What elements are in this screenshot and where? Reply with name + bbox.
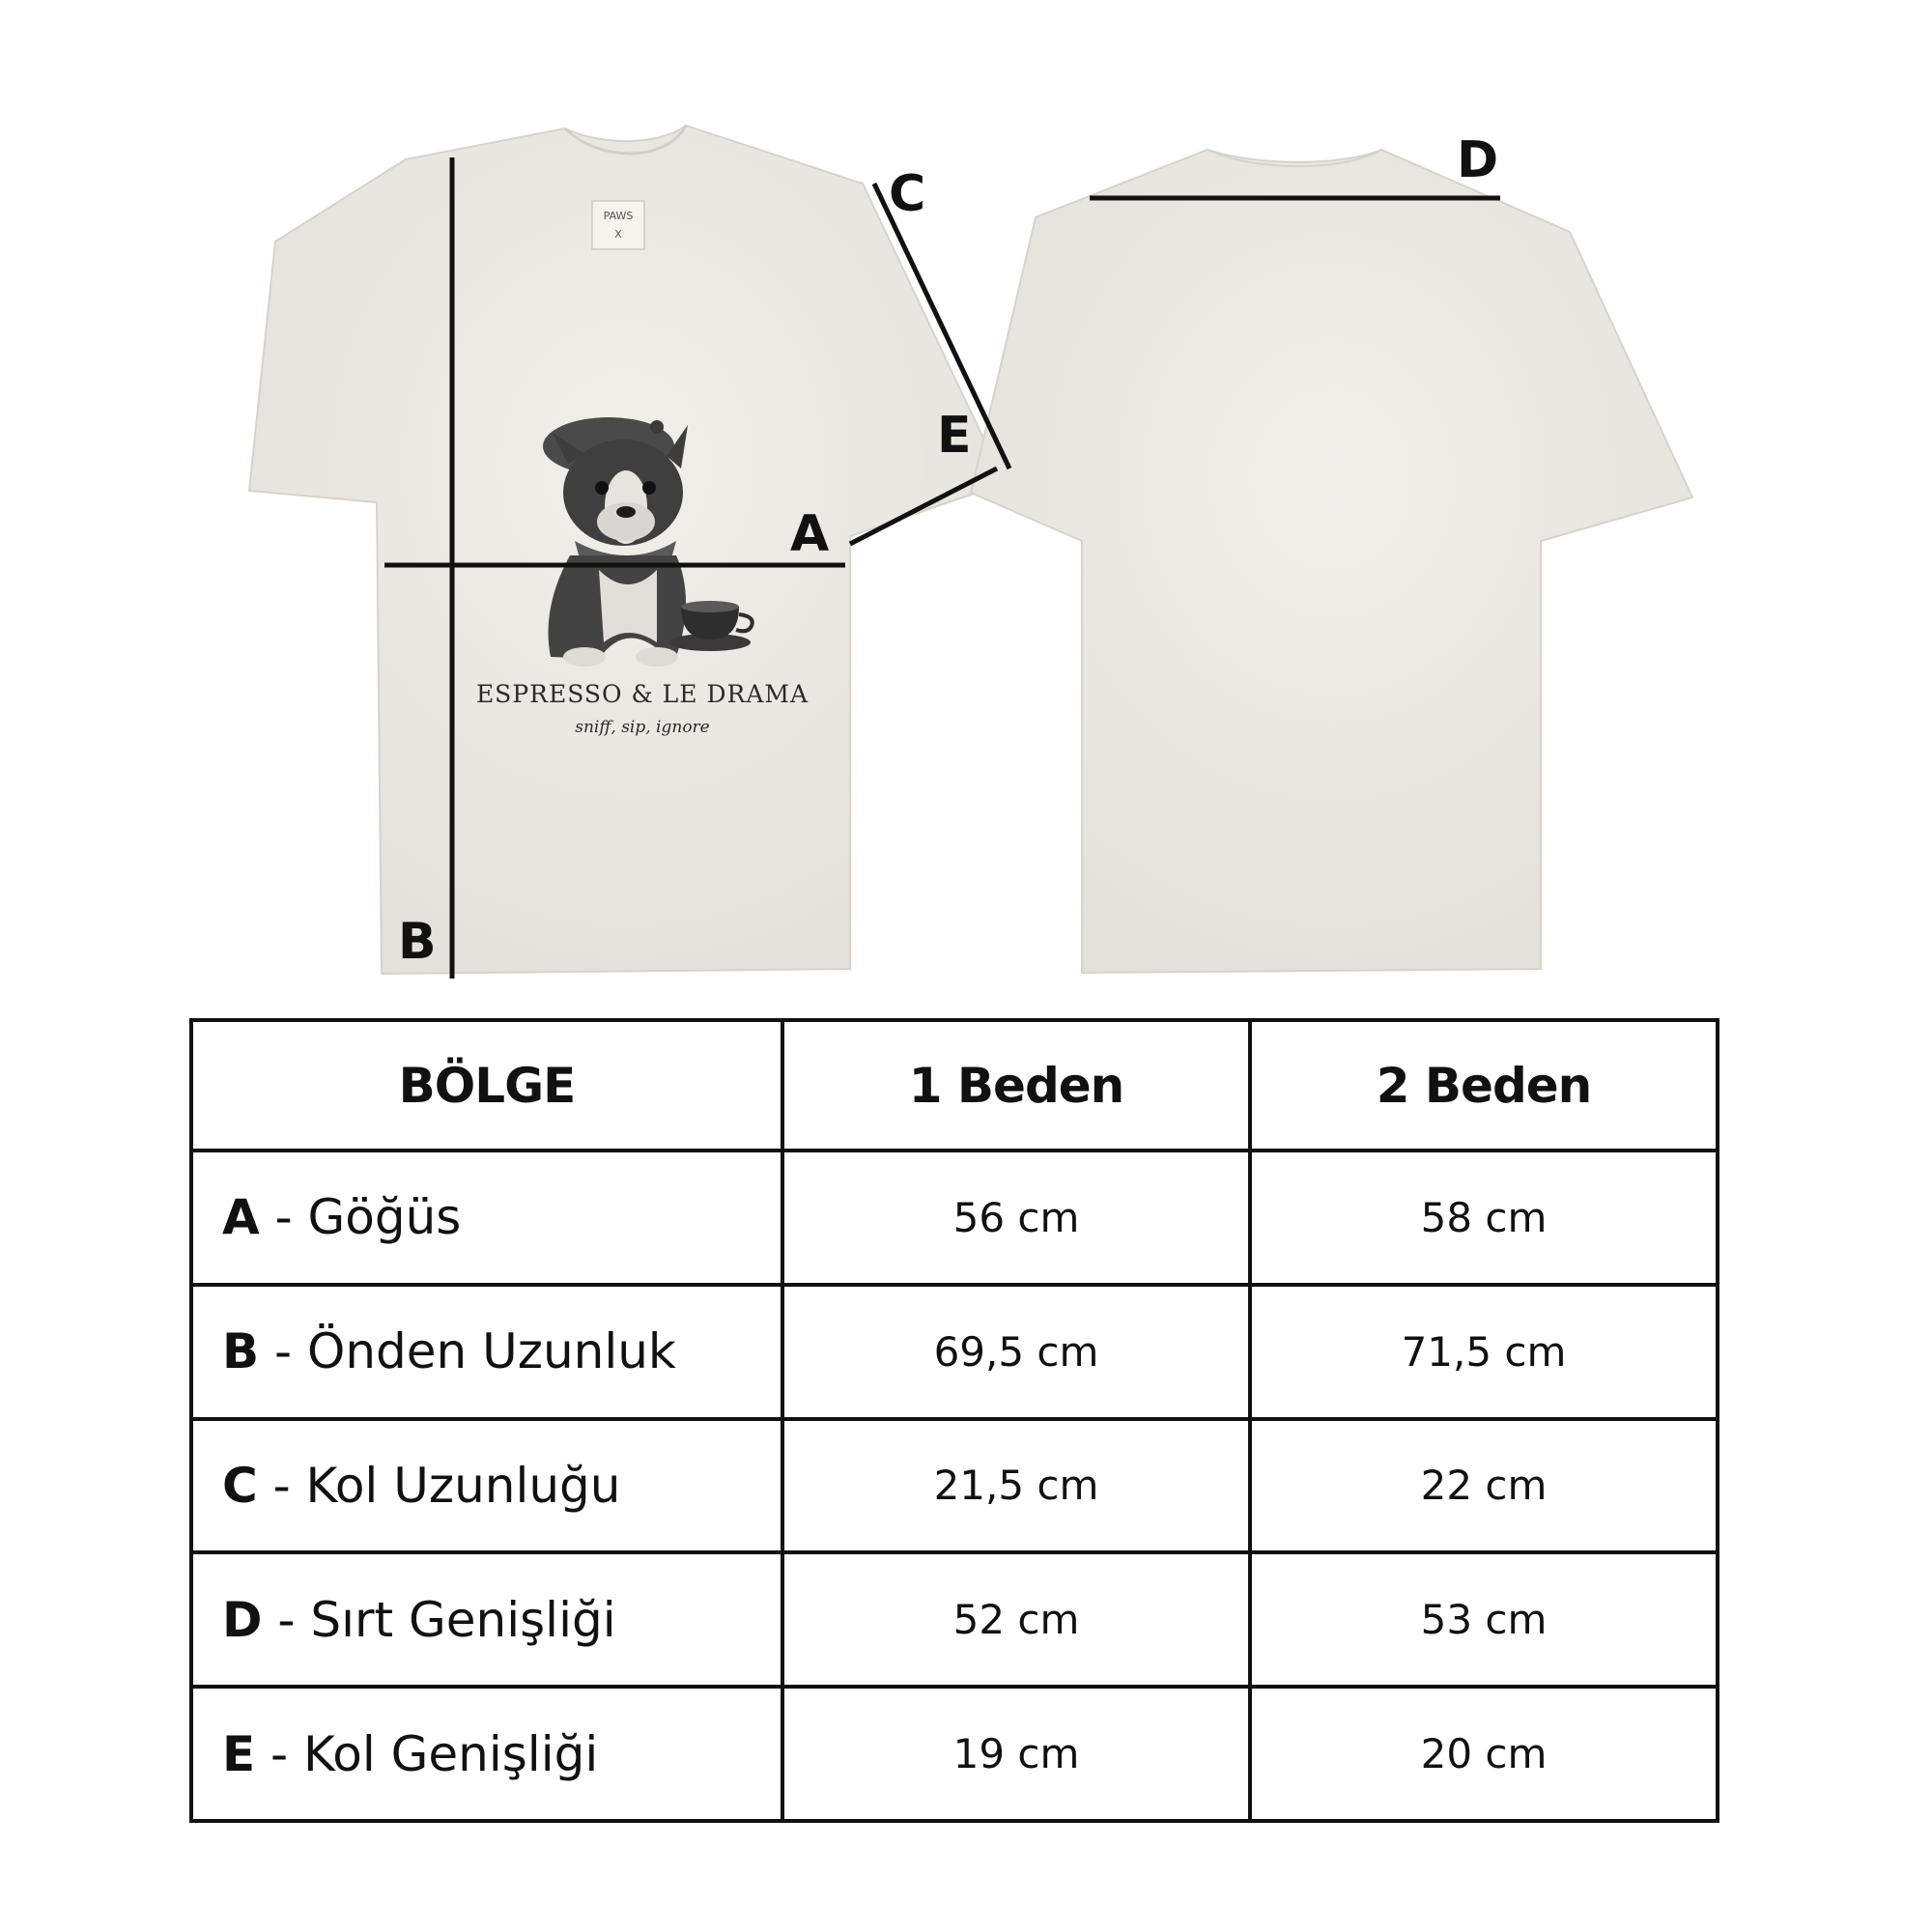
size-2-value: 53 cm xyxy=(1250,1552,1718,1687)
size-1-value: 69,5 cm xyxy=(782,1285,1250,1419)
size-1-value: 21,5 cm xyxy=(782,1419,1250,1553)
print-subtitle: sniff, sip, ignore xyxy=(575,718,710,737)
size-2-value: 71,5 cm xyxy=(1250,1285,1718,1419)
region-code: D xyxy=(222,1591,263,1648)
label-d: D xyxy=(1457,131,1499,189)
region-name: Sırt Genişliği xyxy=(310,1591,616,1648)
table-row xyxy=(191,1285,1718,1419)
label-e: E xyxy=(937,407,972,465)
region-code: C xyxy=(222,1457,258,1514)
region-cell: C - Kol Uzunluğu xyxy=(191,1419,782,1553)
region-cell: B - Önden Uzunluk xyxy=(191,1285,782,1419)
header-size-1: 1 Beden xyxy=(782,1020,1250,1151)
table-row xyxy=(191,1419,1718,1553)
size-table xyxy=(189,1018,1719,1823)
label-c: C xyxy=(889,165,926,223)
print-title: ESPRESSO & LE DRAMA xyxy=(475,680,810,708)
neck-tag-cross: X xyxy=(614,228,622,241)
neck-tag xyxy=(592,201,644,249)
size-2-value: 22 cm xyxy=(1250,1419,1718,1553)
region-code: A xyxy=(222,1189,260,1246)
region-name: Göğüs xyxy=(307,1189,462,1246)
back-tshirt xyxy=(971,150,1692,973)
region-code: E xyxy=(222,1725,256,1782)
region-name: Önden Uzunluk xyxy=(306,1323,676,1380)
region-cell: D - Sırt Genişliği xyxy=(191,1552,782,1687)
region-code: B xyxy=(222,1323,260,1380)
size-1-value: 52 cm xyxy=(782,1552,1250,1687)
header-size-2: 2 Beden xyxy=(1250,1020,1718,1151)
table-row xyxy=(191,1151,1718,1285)
table-row xyxy=(191,1687,1718,1821)
label-b: B xyxy=(398,913,437,971)
region-cell: A - Göğüs xyxy=(191,1151,782,1285)
size-1-value: 19 cm xyxy=(782,1687,1250,1821)
neck-tag-brand: PAWS xyxy=(603,210,634,222)
size-2-value: 20 cm xyxy=(1250,1687,1718,1821)
region-cell: E - Kol Genişliği xyxy=(191,1687,782,1821)
size-1-value: 56 cm xyxy=(782,1151,1250,1285)
size-2-value: 58 cm xyxy=(1250,1151,1718,1285)
table-header-row xyxy=(191,1020,1718,1151)
table-row xyxy=(191,1552,1718,1687)
front-tshirt xyxy=(249,126,1005,974)
region-name: Kol Uzunluğu xyxy=(305,1457,621,1514)
header-region: BÖLGE xyxy=(191,1020,782,1151)
label-a: A xyxy=(790,505,830,563)
region-name: Kol Genişliği xyxy=(303,1725,599,1782)
